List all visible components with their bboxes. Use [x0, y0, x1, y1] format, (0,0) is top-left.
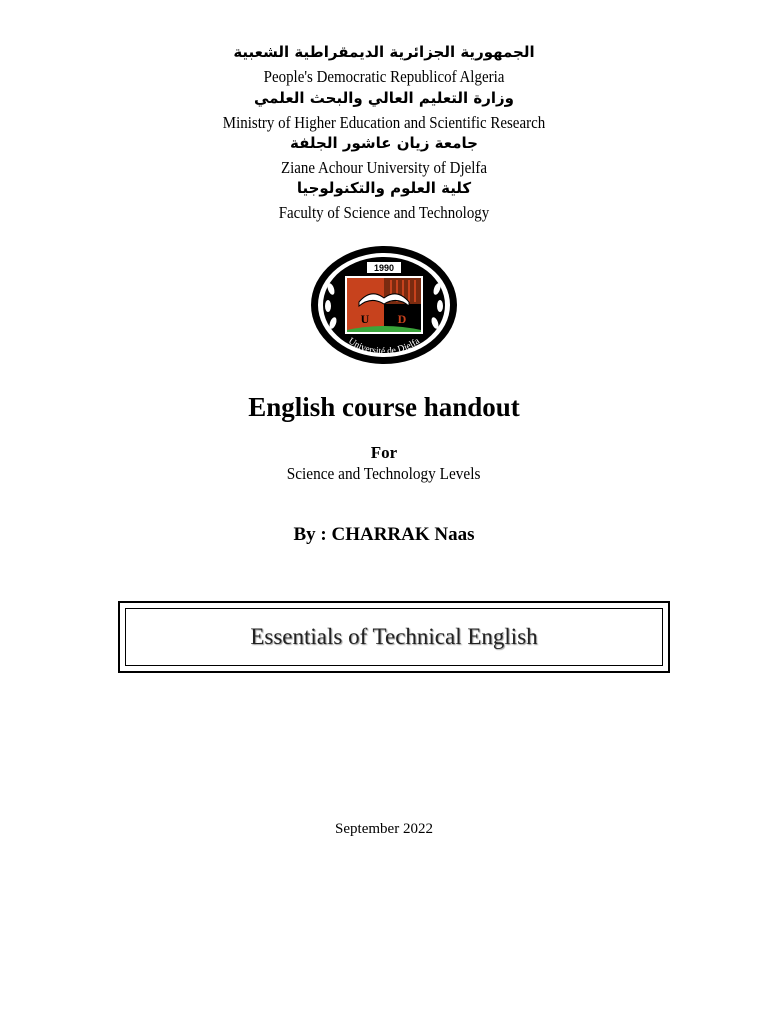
- university-arabic: جامعة زيان عاشور الجلفة: [290, 134, 478, 152]
- republic-arabic: الجمهورية الجزائرية الديمقراطية الشعبية: [233, 43, 535, 61]
- ministry-english: Ministry of Higher Education and Scientific Research: [222, 113, 546, 132]
- logo-shield: [345, 276, 423, 334]
- faculty-arabic: كلية العلوم والتكنولوجيا: [296, 179, 472, 197]
- logo-year: 1990: [373, 263, 395, 273]
- university-english: Ziane Achour University of Djelfa: [280, 158, 488, 177]
- faculty-english: Faculty of Science and Technology: [278, 203, 490, 222]
- for-label: For: [370, 443, 398, 462]
- box-title: Essentials of Technical English: [250, 624, 538, 649]
- ministry-arabic: وزارة التعليم العالي والبحث العلمي: [253, 89, 515, 107]
- title-box: [118, 601, 670, 673]
- logo-letter-u: U: [360, 312, 370, 326]
- title-box-inner: [125, 608, 663, 666]
- logo-ring-text-path: Université de Djelfa: [346, 336, 422, 358]
- university-logo: [309, 244, 459, 366]
- author-line: By : CHARRAK Naas: [293, 524, 475, 545]
- republic-english: People's Democratic Republicof Algeria: [263, 67, 505, 86]
- levels-line: [0, 464, 768, 484]
- document-title: English course handout: [248, 392, 520, 422]
- logo-letter-d: D: [397, 312, 407, 326]
- levels-text: Science and Technology Levels: [287, 464, 481, 483]
- date: September 2022: [335, 821, 433, 837]
